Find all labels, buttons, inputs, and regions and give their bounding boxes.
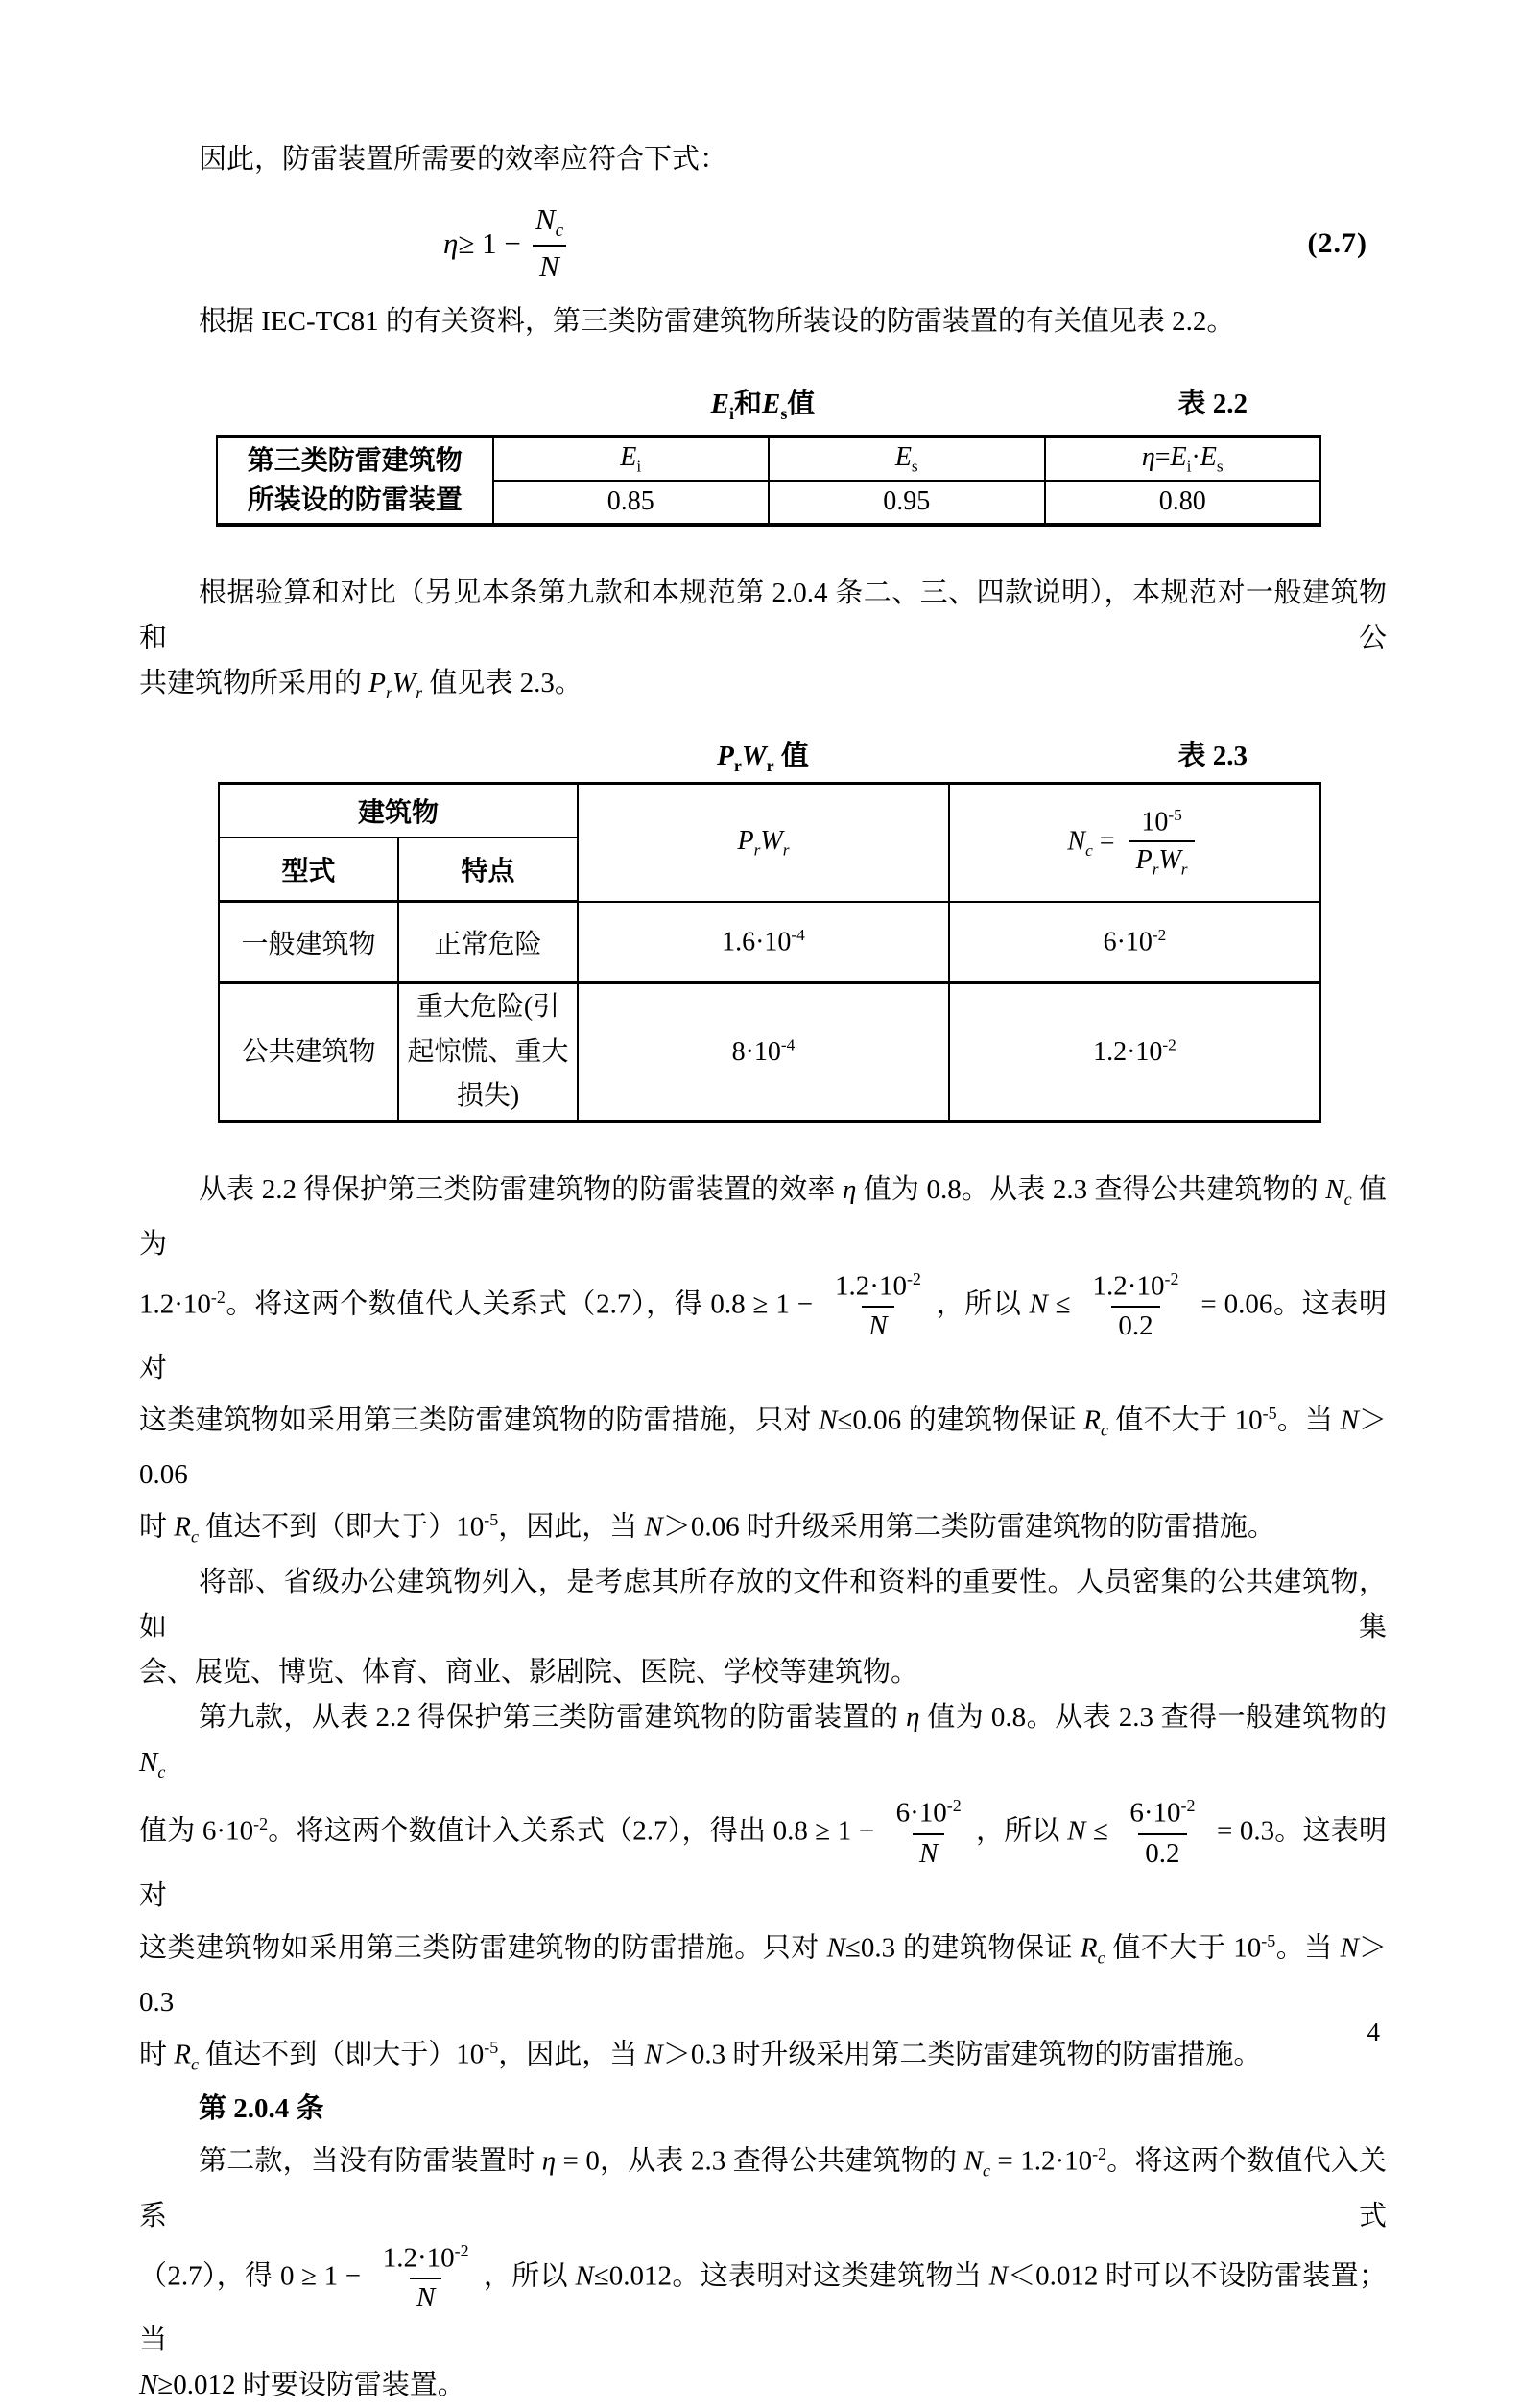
equation-formula [443, 200, 578, 287]
text-run: 会、展览、博览、体育、商业、影剧院、医院、学校等建筑物。 [139, 1656, 919, 1688]
table-cell-es [769, 437, 1045, 481]
text-line [139, 1794, 1387, 1918]
text-run: 6·10 [1129, 1798, 1181, 1830]
text-run: ＜0.012 时可以不设防雷装置；当 [139, 2260, 1387, 2355]
text-line [139, 571, 1387, 661]
text-run: 从表 2.2 得保护第三类防雷建筑物的防雷装置的效率 [199, 1173, 843, 1205]
text-run: N [535, 202, 556, 237]
text-run: 。将这两个数值计入关系式（2.7），得出 0.8 ≥ 1 − [268, 1816, 882, 1848]
text-run: E [620, 441, 637, 472]
top-margin [139, 0, 1387, 137]
text-run: 值不大于 10 [1107, 1405, 1263, 1436]
text-run: P [368, 667, 386, 698]
text-line [139, 1560, 1387, 1650]
table-2-2-title [710, 389, 816, 423]
text-line [139, 2239, 1387, 2363]
text-run: ≥ 1 − [458, 226, 521, 260]
text-run: ≥0.012 时要设防雷装置。 [157, 2369, 465, 2400]
table-row [217, 437, 1320, 481]
paragraph-clause-nine [139, 1695, 1387, 2088]
text-run: = 0.3。这表明对 [139, 1816, 1387, 1911]
table-cell-rowhead [217, 437, 493, 525]
text-run: 。当 [1275, 1932, 1341, 1964]
text-run: 6·10 [1103, 927, 1153, 957]
text-run: 值为 0.8。从表 2.3 查得一般建筑物的 [919, 1701, 1387, 1733]
table-2-3-label: 表 2.3 [1177, 740, 1248, 771]
text-run: -2 [1162, 1035, 1176, 1054]
fraction [1086, 1267, 1186, 1346]
table-row [219, 983, 1320, 1121]
text-run: 根据验算和对比（另见本条第九款和本规范第 2.0.4 条二、三、四款说明），本规范对一般建筑物和公 [139, 577, 1387, 653]
text-run: 。将这两个数值代人关系式（2.7），得 0.8 ≥ 1 − [225, 1288, 821, 1320]
text-run: -2 [946, 1796, 962, 1816]
text-line [139, 2025, 1387, 2087]
rowhead-line-2: 所装设的防雷装置 [247, 484, 463, 515]
text-line [139, 1695, 1387, 1795]
text-run: s [1216, 457, 1224, 476]
text-run: 时 [139, 2039, 175, 2070]
text-run: · [1191, 441, 1200, 472]
text-run: N [963, 2146, 983, 2178]
text-run: η [443, 226, 459, 260]
text-run: N [1340, 1932, 1359, 1964]
text-run: 。将这两个数值代入关系式 [139, 2146, 1387, 2231]
text-run: ，所以 [483, 2260, 576, 2292]
paragraph-compare [139, 571, 1387, 716]
text-run: N [644, 2039, 663, 2070]
fraction [529, 200, 570, 287]
text-run: R [174, 2039, 191, 2070]
text-run: 。当 [1276, 1405, 1341, 1436]
table-2-3 [218, 782, 1321, 1123]
page-content [139, 0, 1387, 2408]
text-run: c [190, 2054, 199, 2074]
text-run: = [1092, 826, 1122, 857]
text-run: N [826, 1932, 845, 1964]
text-run: c [1097, 1947, 1105, 1967]
text-line [139, 1650, 1387, 1695]
text-run: ＞0.3 时升级采用第二类防雷建筑物的防雷措施。 [662, 2039, 1262, 2070]
table-cell-val: 0.80 [1045, 481, 1321, 525]
text-run: W [760, 825, 783, 856]
text-run: r [1152, 861, 1159, 880]
table-row [219, 784, 1320, 838]
text-run: N [644, 1511, 663, 1543]
text-run: ≤ [1047, 1288, 1079, 1320]
text-run: N [988, 2260, 1009, 2292]
text-run: ≤0.3 的建筑物保证 [844, 1932, 1081, 1964]
text-run: N [868, 1310, 888, 1342]
text-run: = [1154, 441, 1171, 472]
table-cell-prwr [578, 902, 949, 983]
table-cell-feature: 重大危险(引起惊慌、重大损失) [398, 983, 578, 1121]
table-cell-val: 0.95 [769, 481, 1045, 525]
text-run: 将部、省级办公建筑物列入，是考虑其所存放的文件和资料的重要性。人员密集的公共建筑物，如集 [139, 1566, 1387, 1642]
text-run: 6·10 [895, 1798, 947, 1830]
text-run: c [190, 1526, 199, 1546]
text-run: 1.2·10 [382, 2242, 455, 2274]
text-run: N [575, 2260, 594, 2292]
text-run: i [728, 403, 734, 423]
text-run: c [1343, 1189, 1352, 1209]
text-run: ≤0.06 的建筑物保证 [837, 1405, 1084, 1436]
text-run: 值为 0.8。从表 2.3 查得公共建筑物的 [856, 1173, 1326, 1205]
text-run: 和 [733, 389, 762, 419]
text-run: W [392, 667, 416, 698]
table-cell-nc [949, 902, 1320, 983]
text-run: i [636, 457, 642, 476]
text-run: -5 [1168, 805, 1182, 824]
text-run: 8·10 [731, 1036, 781, 1067]
text-run: ＞0.06 时升级采用第二类防雷建筑物的防雷措施。 [662, 1511, 1275, 1543]
text-run: η [842, 1173, 857, 1205]
text-run: N [1067, 1816, 1086, 1848]
text-run: r [416, 682, 423, 702]
text-run: 1.2·10 [139, 1288, 211, 1320]
text-run: -2 [906, 1268, 921, 1288]
text-run: η [541, 2146, 557, 2178]
text-run: -4 [780, 1035, 796, 1054]
paragraph-calc-public [139, 1168, 1387, 1560]
text-run: r [385, 682, 392, 702]
fraction [376, 2239, 476, 2318]
equation-2-7 [139, 190, 1387, 297]
text-run: -5 [1261, 1930, 1276, 1950]
text-run: 值 [773, 740, 809, 771]
text-run: i [1186, 457, 1192, 476]
text-run: c [983, 2160, 990, 2181]
text-run: ＞0.3 [139, 1932, 1387, 2018]
text-run: 值达不到（即大于）10 [198, 2039, 485, 2070]
text-run: E [762, 389, 781, 419]
text-run: 0.2 [1145, 1837, 1180, 1869]
text-run: -2 [1092, 2144, 1107, 2164]
table-cell-prwr [578, 983, 949, 1121]
text-run: N [819, 1405, 838, 1436]
text-run: N [1325, 1173, 1344, 1205]
text-run: R [1080, 1932, 1098, 1964]
table-row [219, 902, 1320, 983]
text-run: N [918, 1837, 939, 1869]
section-heading-2-0-4 [139, 2087, 1387, 2132]
text-run: E [894, 441, 912, 472]
text-run: -5 [1262, 1403, 1277, 1423]
text-run: c [555, 221, 564, 242]
table-cell-building: 建筑物 [219, 784, 578, 838]
text-run: 值 [787, 389, 816, 419]
fraction [890, 1794, 968, 1873]
text-run: 根据 IEC-TC81 的有关资料，第三类防雷建筑物所装设的防雷装置的有关值见表 2.2。 [199, 306, 1235, 337]
text-run: 值为 [139, 1173, 1387, 1260]
text-run: P [1135, 845, 1153, 876]
text-run: 值为 6·10 [139, 1816, 254, 1848]
text-run: 值不大于 10 [1105, 1932, 1262, 1964]
text-run: ＞0.06 [139, 1405, 1387, 1491]
text-run: N [139, 2369, 158, 2400]
text-run: c [1100, 1420, 1108, 1440]
table-cell-nc-head [949, 784, 1320, 902]
text-run: c [157, 1761, 166, 1782]
text-run: W [741, 740, 767, 771]
text-run: -2 [210, 1287, 226, 1307]
text-run: r [753, 840, 761, 860]
table-cell-eta [1045, 437, 1321, 481]
text-line [139, 1919, 1387, 2025]
text-run: -2 [454, 2240, 469, 2260]
text-run: 值达不到（即大于）10 [198, 1511, 485, 1543]
text-line [139, 1498, 1387, 1559]
text-line [139, 137, 1387, 182]
text-run: E [1200, 441, 1217, 472]
table-2-2-caption [139, 387, 1387, 431]
text-run: N [416, 2282, 436, 2314]
table-2-2-label: 表 2.2 [1177, 389, 1248, 419]
text-run: N [1029, 1288, 1048, 1320]
table-cell-type-head: 型式 [219, 838, 398, 902]
text-run: 1.2·10 [835, 1270, 907, 1302]
text-run: s [911, 457, 918, 476]
table-cell-feature: 正常危险 [398, 902, 578, 983]
text-run: W [1158, 845, 1181, 876]
text-run: 值见表 2.3。 [422, 667, 582, 698]
text-run: -5 [484, 1510, 499, 1530]
text-run: 10 [1141, 807, 1169, 838]
table-cell-ei [493, 437, 770, 481]
text-run: 第九款，从表 2.2 得保护第三类防雷建筑物的防雷装置的 [199, 1701, 907, 1733]
page-number: 4 [1367, 2018, 1380, 2046]
table-cell-feature-head: 特点 [398, 838, 578, 902]
text-run: -2 [1164, 1268, 1179, 1288]
text-line [139, 299, 1387, 344]
text-run: N [139, 1746, 158, 1778]
text-run: 共建筑物所采用的 [139, 667, 369, 698]
text-run: -2 [1152, 926, 1167, 945]
text-run: = 1.2·10 [989, 2146, 1093, 2178]
text-line [139, 661, 1387, 716]
paragraph-intro [139, 137, 1387, 182]
table-cell-val: 0.85 [493, 481, 770, 525]
text-run: ，所以 [975, 1816, 1068, 1848]
text-run: 时 [139, 1511, 175, 1543]
text-run: E [1170, 441, 1187, 472]
text-run: N [539, 249, 559, 284]
text-run: 因此，防雷装置所需要的效率应符合下式： [199, 144, 728, 175]
text-line [139, 2087, 1387, 2132]
text-run: R [174, 1511, 191, 1543]
text-run: s [780, 403, 788, 423]
rowhead-line-1: 第三类防雷建筑物 [247, 445, 463, 476]
text-run: r [733, 755, 742, 775]
text-run: R [1083, 1405, 1101, 1436]
text-run: 第二款，当没有防雷装置时 [199, 2146, 542, 2178]
text-run: 1.2·10 [1092, 1270, 1165, 1302]
text-run: -2 [253, 1814, 269, 1834]
text-run: （2.7），得 0 ≥ 1 − [139, 2260, 368, 2292]
text-line [139, 1391, 1387, 1498]
text-line [139, 1267, 1387, 1391]
text-run: 1.2·10 [1093, 1036, 1163, 1067]
fraction [828, 1267, 928, 1346]
text-run: N [1067, 826, 1086, 857]
table-2-3-title [717, 740, 809, 775]
text-line [139, 2363, 1387, 2408]
text-run: ≤0.012。这表明对这类建筑物当 [593, 2260, 989, 2292]
text-line [139, 2132, 1387, 2238]
text-run: N [1340, 1405, 1359, 1436]
equation-number: (2.7) [1307, 227, 1367, 259]
paragraph-clause-two [139, 2132, 1387, 2407]
text-run: c [1085, 840, 1093, 860]
text-run: η [906, 1701, 920, 1733]
text-line [139, 1168, 1387, 1267]
text-run: = 0，从表 2.3 查得公共建筑物的 [556, 2146, 964, 2178]
text-run: -4 [791, 926, 805, 945]
text-run: -5 [484, 2037, 499, 2057]
table-cell-nc [949, 983, 1320, 1121]
text-run: E [710, 389, 729, 419]
table-cell-type: 一般建筑物 [219, 902, 398, 983]
text-run: r [1180, 861, 1188, 880]
table-2-2 [216, 435, 1321, 527]
text-run: ≤ [1085, 1816, 1116, 1848]
text-run: 这类建筑物如采用第三类防雷建筑物的防雷措施，只对 [139, 1405, 820, 1436]
text-run: -2 [1180, 1796, 1196, 1816]
text-run: r [766, 755, 774, 775]
text-run: ，所以 [935, 1288, 1030, 1320]
table-2-3-caption [139, 739, 1387, 783]
text-run: = 0.06。这表明对 [139, 1288, 1387, 1383]
table-cell-prwr-head [578, 784, 949, 902]
fraction [1123, 1794, 1201, 1873]
fraction [1129, 804, 1195, 883]
text-run: P [717, 740, 734, 771]
paragraph-office-buildings [139, 1560, 1387, 1695]
text-run: ，因此，当 [498, 1511, 645, 1543]
text-run: η [1141, 441, 1155, 472]
text-run: 0.2 [1118, 1310, 1153, 1342]
table-cell-type: 公共建筑物 [219, 983, 398, 1121]
text-run: r [782, 840, 790, 860]
text-run: ，因此，当 [498, 2039, 645, 2070]
text-run: 1.6·10 [722, 927, 792, 957]
paragraph-iec [139, 299, 1387, 344]
text-run: P [737, 825, 754, 856]
text-run: 第 2.0.4 条 [199, 2093, 324, 2125]
text-run: 这类建筑物如采用第三类防雷建筑物的防雷措施。只对 [139, 1932, 827, 1964]
